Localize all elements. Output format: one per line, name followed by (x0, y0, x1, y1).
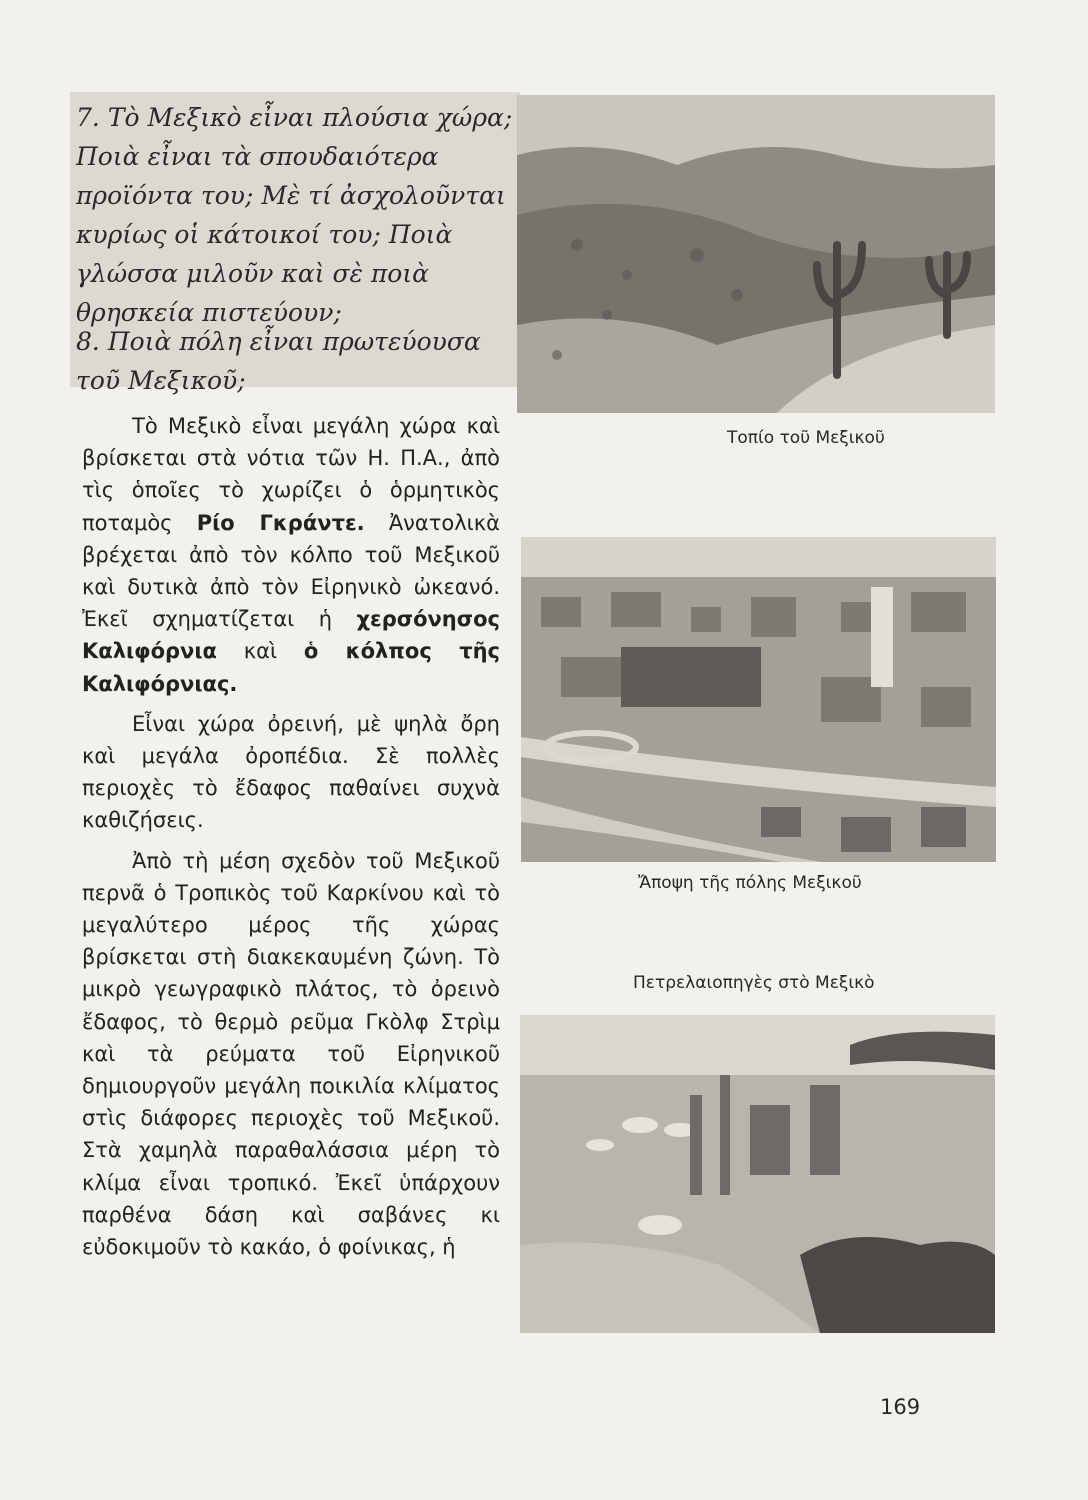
review-questions-box (70, 92, 520, 395)
question-8 (76, 322, 516, 400)
paragraph-1-text-a: Τὸ Μεξικὸ εἶναι μεγάλη χώρα καὶ βρίσκεται στὰ νότια τῶν Η. Π.Α., ἀπὸ τὶς ὁποῖες τὸ χωρίζει ὁ ὁρμητικὸς ποταμὸς (82, 414, 500, 535)
caption-city: Ἄποψη τῆς πόλης Μεξικοῦ (638, 873, 862, 893)
paragraph-1-text-c: καὶ (216, 639, 304, 664)
paragraph-geography (82, 410, 500, 700)
body-text (82, 410, 500, 1271)
page-number: 169 (880, 1395, 921, 1419)
caption-landscape: Τοπίο τοῦ Μεξικοῦ (727, 428, 885, 448)
photo-mexico-landscape (517, 95, 995, 413)
question-7 (76, 98, 516, 332)
term-gulf-of-california: ὁ κόλπος τῆς Καλιφόρνιας. (82, 639, 500, 696)
question-7-text: Τὸ Μεξικὸ εἶναι πλούσια χώρα; Ποιὰ εἶναι τὰ σπουδαιότερα προϊόντα του; Μὲ τί ἀσχολοῦνται κυρίως οἱ κάτοικοί του; Ποιὰ γλώσσα μιλοῦν καὶ σὲ ποιὰ θρησκεία πιστεύουν; (76, 103, 513, 327)
paragraph-1-text-b: Ἀνατολικὰ βρέχεται ἀπὸ τὸν κόλπο τοῦ Μεξικοῦ καὶ δυτικὰ ἀπὸ τὸν Εἰρηνικὸ ὠκεανό. Ἐκεῖ σχηματίζεται ἡ (82, 510, 500, 632)
question-8-number: 8. (76, 327, 100, 356)
question-7-number: 7. (76, 103, 100, 132)
term-california-peninsula: χερσόνησος Καλιφόρνια (82, 607, 500, 664)
caption-oil-wells: Πετρελαιοπηγὲς στὸ Μεξικὸ (633, 973, 875, 993)
paragraph-terrain: Εἶναι χώρα ὀρεινή, μὲ ψηλὰ ὄρη καὶ μεγάλα ὀροπέδια. Σὲ πολλὲς περιοχὲς τὸ ἔδαφος παθαίνει συχνὰ καθιζήσεις. (82, 711, 500, 833)
photo-oil-wells (520, 1015, 995, 1333)
photo-mexico-city (521, 537, 996, 862)
term-rio-grande: Ρίο Γκράντε. (196, 510, 365, 535)
paragraph-climate: Ἀπὸ τὴ μέση σχεδὸν τοῦ Μεξικοῦ περνᾶ ὁ Τροπικὸς τοῦ Καρκίνου καὶ τὸ μεγαλύτερο μέρος τῆς χώρας βρίσκεται στὴ διακεκαυμένη ζώνη. Τὸ μικρὸ γεωγραφικὸ πλάτος, τὸ ὀρεινὸ ἔδαφος, τὸ θερμὸ ρεῦμα Γκὸλφ Στρὶμ καὶ τὰ ρεύματα τοῦ Εἰρηνικοῦ δημιουργοῦν μεγάλη ποικιλία κλίματος στὶς διάφορες περιοχὲς τοῦ Μεξικοῦ. Στὰ χαμηλὰ παραθαλάσσια μέρη τὸ κλίμα εἶναι τροπικό. Ἐκεῖ ὑπάρχουν παρθένα δάση καὶ σαβάνες κι εὐδοκιμοῦν τὸ κακάο, ὁ φοίνικας, ἡ (82, 848, 500, 1260)
question-8-text: Ποιὰ πόλη εἶναι πρωτεύουσα τοῦ Μεξικοῦ; (76, 327, 481, 395)
